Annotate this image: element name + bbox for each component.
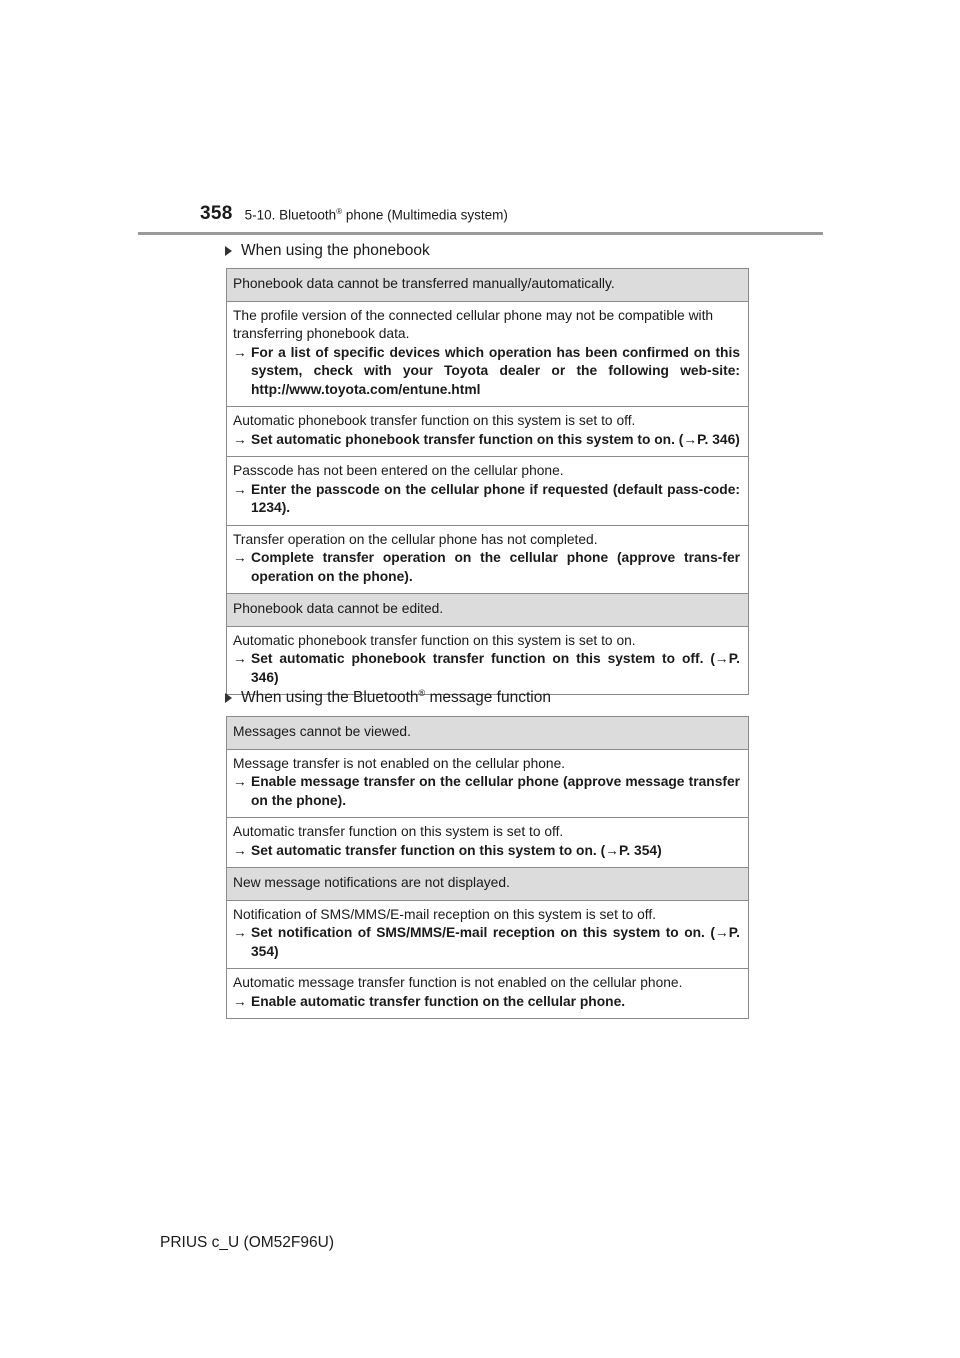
table-row (227, 457, 748, 526)
remedy-label: Set automatic phonebook transfer function on this system to on. (→P. 346) (251, 431, 740, 447)
table-row (227, 627, 748, 696)
section-title-suffix: phone (Multimedia system) (342, 207, 508, 222)
remedy-label: Complete transfer operation on the cellular phone (approve trans-fer operation on the phone). (251, 550, 740, 584)
arrow-icon: → (233, 481, 247, 497)
remedy-text (233, 842, 740, 861)
message-heading-text (241, 688, 551, 707)
cause-text: Notification of SMS/MMS/E-mail reception on this system is set to off. (233, 906, 657, 922)
table-header-row: Messages cannot be viewed. (227, 717, 748, 750)
section-title-prefix: 5-10. Bluetooth (244, 207, 337, 222)
cause-text: Automatic transfer function on this system is set to off. (233, 824, 564, 839)
table-header-row: New message notifications are not displayed. (227, 868, 748, 901)
arrow-icon: → (233, 842, 247, 858)
triangle-bullet-icon (225, 246, 232, 256)
cause-text: Transfer operation on the cellular phone has not completed. (233, 531, 598, 547)
remedy-label: Set notification of SMS/MMS/E-mail reception on this system to on. (→P. 354) (251, 925, 740, 959)
remedy-text (233, 924, 740, 961)
table-header-row: Phonebook data cannot be transferred manually/automatically. (227, 269, 748, 302)
table-row (227, 901, 748, 970)
remedy-label: Enter the passcode on the cellular phone if requested (default pass-code: 1234). (251, 481, 740, 515)
remedy-text (233, 773, 740, 810)
remedy-text (233, 993, 740, 1012)
registered-mark: ® (336, 206, 343, 216)
remedy-text (233, 344, 740, 400)
arrow-icon: → (233, 550, 247, 565)
arrow-icon: → (233, 993, 247, 1009)
section-title (245, 207, 508, 223)
remedy-label: For a list of specific devices which operation has been confirmed on this system, check with your Toyota dealer or the following web-site: http://www.toyota.com/entune.html (251, 344, 740, 397)
registered-mark: ® (418, 688, 426, 698)
cause-text: Automatic phonebook transfer function on this system is set to on. (233, 632, 636, 648)
cause-text: Message transfer is not enabled on the cellular phone. (233, 755, 566, 771)
phonebook-heading (225, 242, 430, 260)
footer-model-code: PRIUS c_U (OM52F96U) (160, 1234, 334, 1251)
arrow-icon: → (233, 431, 247, 447)
remedy-label: Enable message transfer on the cellular phone (approve message transfer on the phone). (251, 774, 740, 808)
table-row (227, 526, 748, 595)
header-divider (138, 232, 823, 235)
remedy-text (233, 650, 740, 687)
phonebook-table (226, 268, 749, 695)
cause-text: Passcode has not been entered on the cellular phone. (233, 463, 564, 478)
message-table (226, 716, 749, 1019)
page-header (200, 203, 508, 231)
remedy-label: Set automatic transfer function on this system to on. (→P. 354) (251, 842, 662, 858)
page-number: 358 (200, 203, 233, 224)
message-heading-suffix: message function (425, 689, 551, 707)
arrow-icon: → (233, 651, 247, 666)
cause-text: The profile version of the connected cellular phone may not be compatible with transferring phonebook data. (233, 307, 714, 341)
cause-text: Automatic message transfer function is not enabled on the cellular phone. (233, 975, 683, 990)
arrow-icon: → (233, 925, 247, 940)
arrow-icon: → (233, 344, 247, 360)
remedy-text (233, 481, 740, 518)
remedy-text (233, 549, 740, 586)
message-heading-prefix: When using the Bluetooth (241, 689, 419, 707)
remedy-label: Set automatic phonebook transfer function on this system to off. (→P. 346) (251, 651, 740, 685)
table-row (227, 302, 748, 408)
remedy-text (233, 431, 740, 450)
table-header-row: Phonebook data cannot be edited. (227, 594, 748, 627)
phonebook-heading-text: When using the phonebook (241, 242, 430, 259)
cause-text: Automatic phonebook transfer function on this system is set to off. (233, 413, 636, 428)
table-row (227, 969, 748, 1019)
remedy-label: Enable automatic transfer function on the cellular phone. (251, 993, 626, 1009)
arrow-icon: → (233, 774, 247, 789)
table-row (227, 407, 748, 457)
table-row (227, 750, 748, 819)
triangle-bullet-icon (225, 693, 232, 703)
table-row (227, 818, 748, 868)
message-heading (225, 688, 551, 707)
